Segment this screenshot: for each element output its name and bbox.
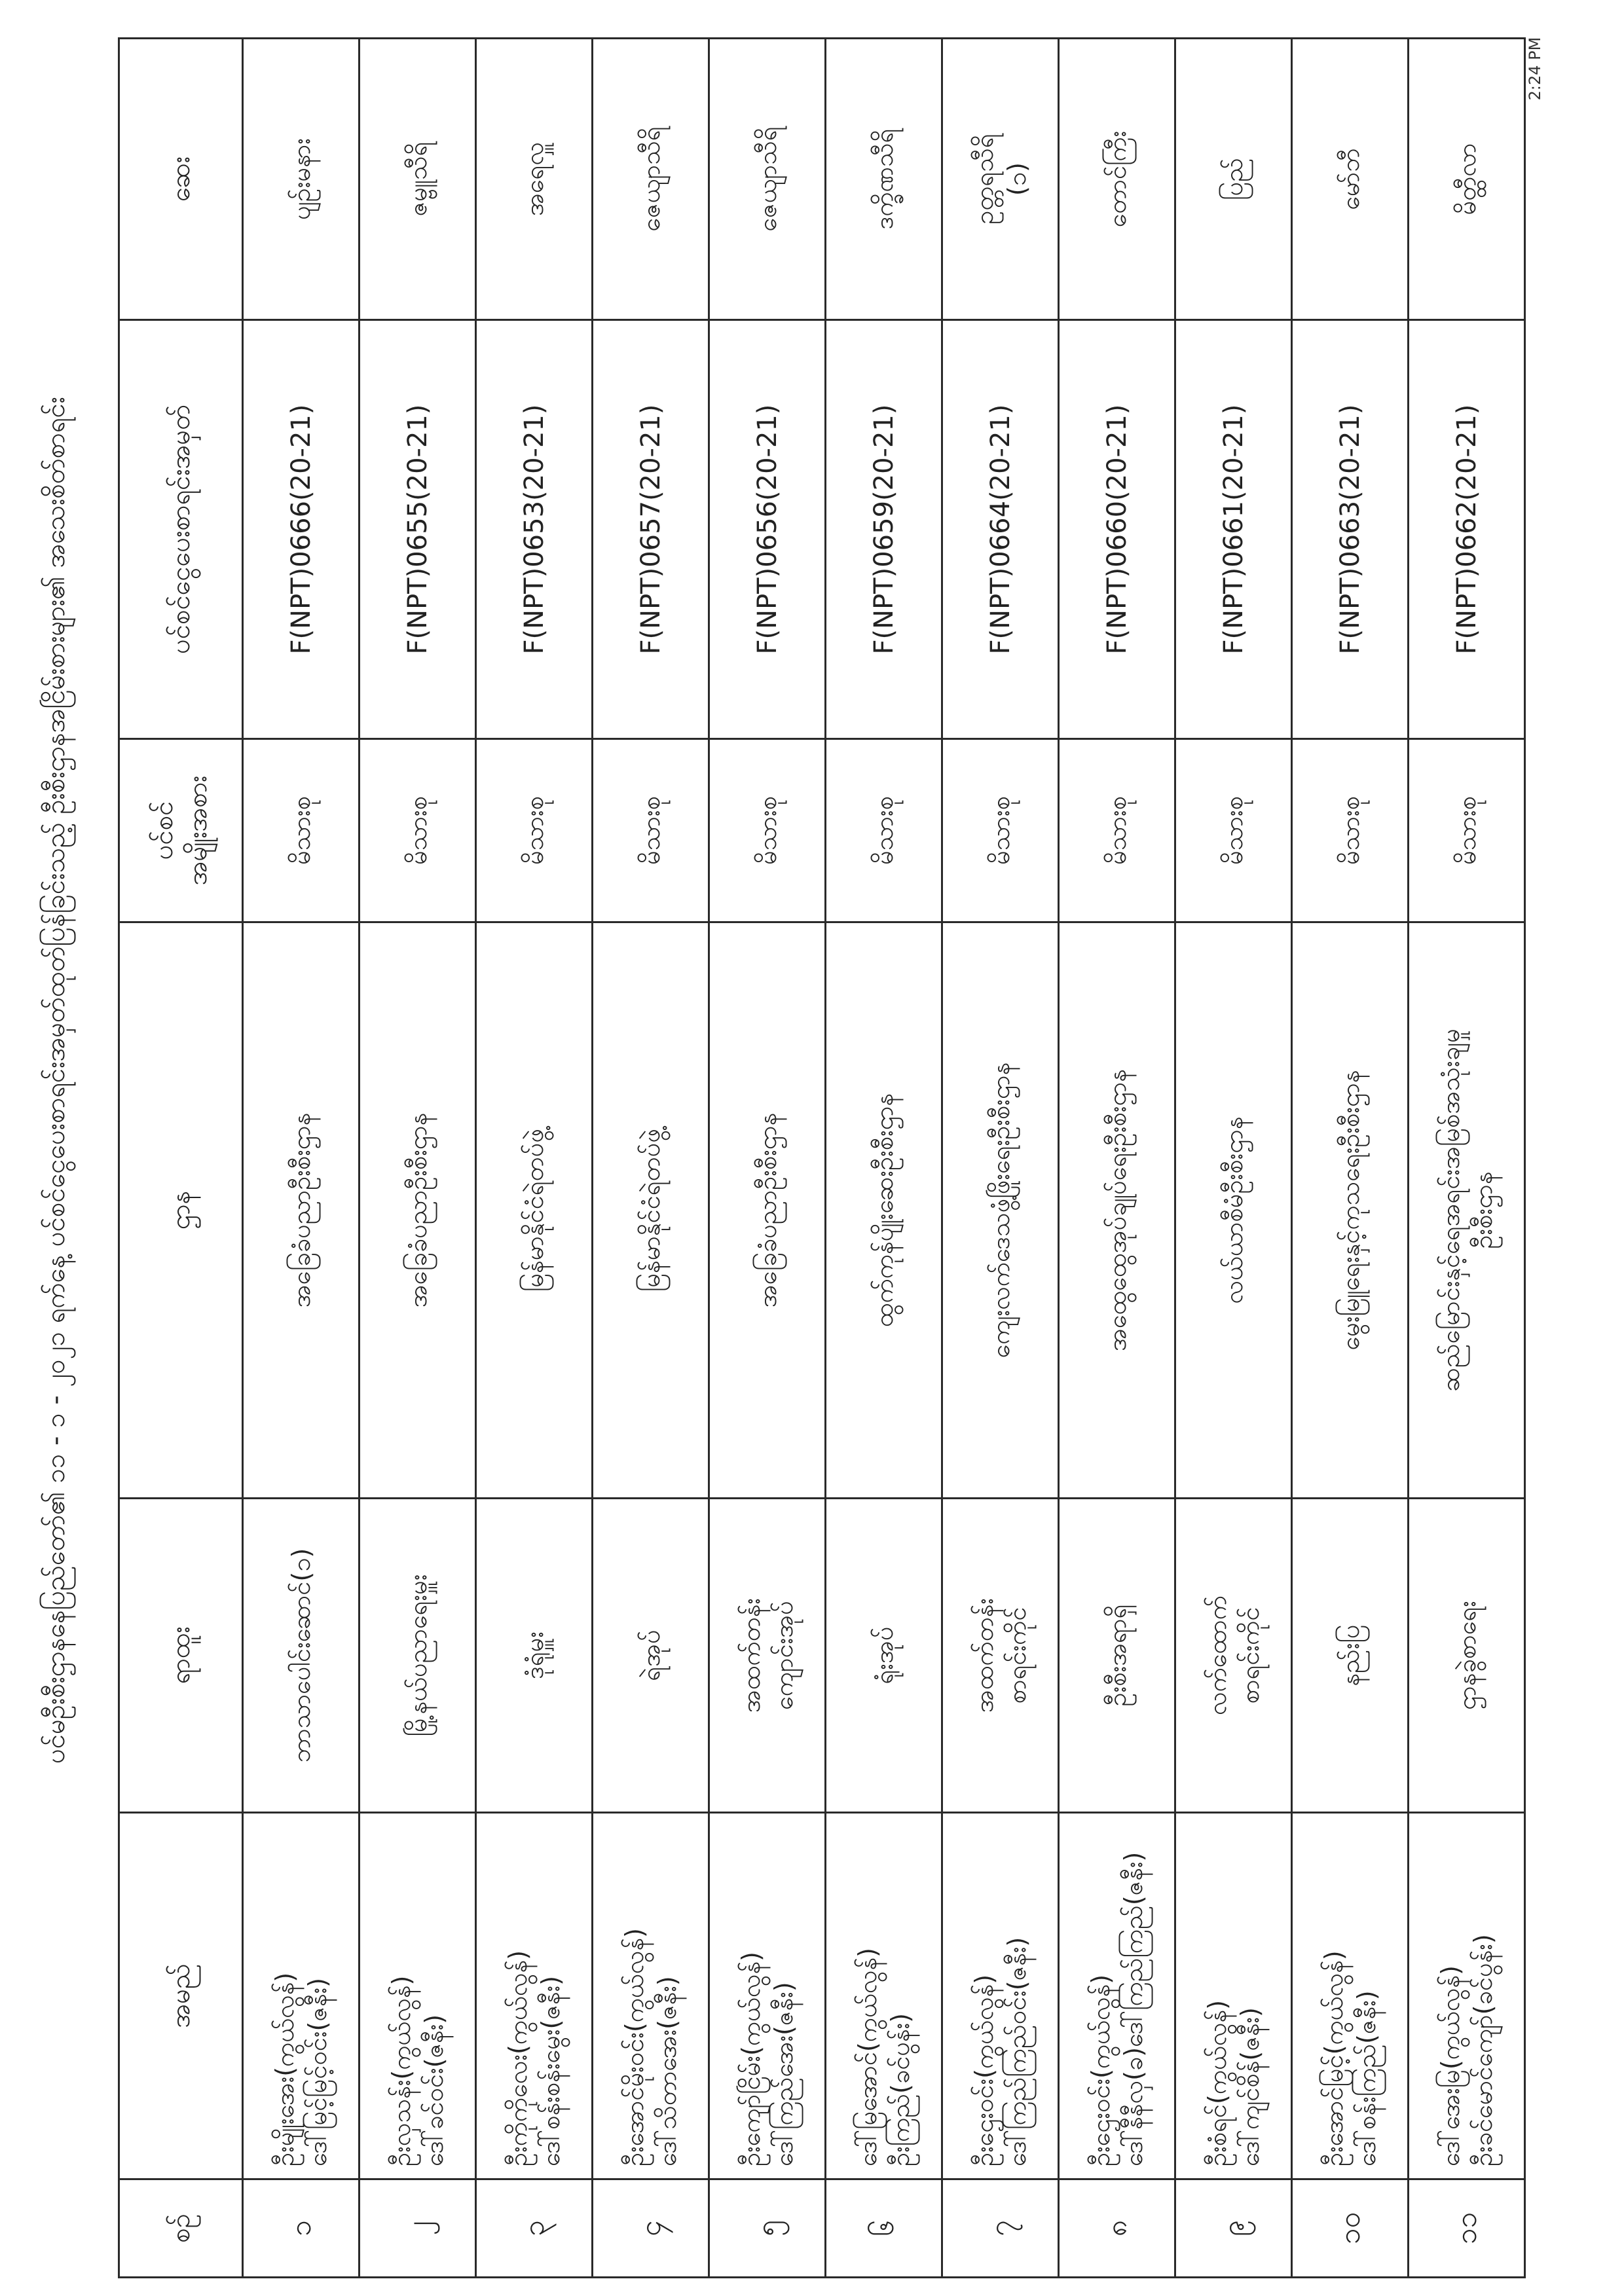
table-header-row bbox=[119, 39, 243, 2278]
cell-township bbox=[593, 39, 709, 320]
cell-name-line: ဒေါ်ကျင်စိန်(ဇနီး) bbox=[1235, 2007, 1264, 2166]
cell-department bbox=[1059, 922, 1175, 1499]
cell-pension-no: F(NPT)0663(20-21) bbox=[1292, 320, 1409, 739]
cell-department bbox=[476, 922, 593, 1499]
cell-no: ၃ bbox=[476, 2179, 593, 2278]
cell-department bbox=[593, 922, 709, 1499]
header-township: ဆေး bbox=[119, 39, 243, 320]
cell-no: ၂ bbox=[360, 2179, 476, 2278]
cell-name-line: ဦးစံရင်(ကွယ်လွန်) bbox=[1202, 1999, 1232, 2166]
cell-no: ၉ bbox=[1175, 2179, 1292, 2278]
page-title: ပင်မဦးစီးဌာနနေပြည်တော်၏ ၁၁ - ၁ - ၂၀၂၁ ရက်နေ့ ပင်စင်ငွေပေးစာရင်းအမှတ်ထုတ်ပြန်ခြင်းသည့် ဦးစီးဌာနအငြိမ်းစားများ၏ အသေးစိတ်စာရင်း bbox=[41, 397, 71, 1764]
cell-name-line: ဒေါ်စန်းကြည်(ဇနီး) bbox=[1352, 1990, 1381, 2166]
cell-rank-line: လက်ထောက် bbox=[1202, 1595, 1232, 1715]
table-row bbox=[1409, 39, 1525, 2278]
cell-rank-line: စာရင်းကိုင် bbox=[1002, 1607, 1031, 1704]
cell-pension-type: မိသားစု bbox=[826, 739, 942, 922]
cell-pension-type: မိသားစု bbox=[243, 739, 360, 922]
header-pension-no: ပင်စင်ငွေပေးစာရင်းအမှတ် bbox=[119, 320, 243, 739]
cell-township-line: ပြည် bbox=[1219, 158, 1248, 200]
cell-department bbox=[942, 922, 1059, 1499]
cell-department-line: အထွေထွေအုပ်ချုပ်ရေးဦးစီးဌာန bbox=[1102, 1069, 1132, 1351]
table-row bbox=[476, 39, 593, 2278]
cell-name-line: ဦးအောင်မြင့်(ကွယ်လွန်) bbox=[1319, 1950, 1348, 2166]
cell-name-line: ဒေါ်မြအောင်(ကွယ်လွန်) bbox=[853, 1948, 882, 2166]
table-row bbox=[593, 39, 709, 2278]
header-pension-type-line: ပင်စင် bbox=[149, 801, 179, 860]
cell-rank bbox=[942, 1499, 1059, 1813]
cell-department bbox=[360, 922, 476, 1499]
cell-pension-no: F(NPT)0664(20-21) bbox=[942, 320, 1059, 739]
header-name: အမည် bbox=[119, 1813, 243, 2179]
table-row bbox=[826, 39, 942, 2278]
cell-rank-line: ကျောင်းအုပ် bbox=[769, 1601, 798, 1710]
cell-rank-line: ရဲအုပ် bbox=[636, 1630, 665, 1681]
cell-name-line: ဦးလှသန်း(ကွယ်လွန်) bbox=[386, 1975, 416, 2166]
cell-pension-no: F(NPT)0662(20-21) bbox=[1409, 320, 1525, 739]
header-pension-type bbox=[119, 739, 243, 922]
cell-department-line: အခြေခံပညာဦးစီးဌာန bbox=[286, 1112, 316, 1308]
cell-township bbox=[1409, 39, 1525, 320]
pension-table bbox=[118, 37, 1526, 2278]
header-pension-type-line: အမျိုးအစား bbox=[183, 775, 213, 886]
cell-pension-type: မိသားစု bbox=[709, 739, 826, 922]
cell-township bbox=[243, 39, 360, 320]
cell-name bbox=[360, 1813, 476, 2179]
cell-name bbox=[476, 1813, 593, 2179]
cell-rank-line: ရုံးအုပ် bbox=[869, 1626, 898, 1685]
table-row bbox=[243, 39, 360, 2278]
cell-name-line: ဒေါ်ခင်ဝင်း(ဇနီး) bbox=[419, 2014, 449, 2166]
cell-name-line: ဒေါ်နီနီလှ(ခ)ဒေါ်ကြည်ကြည်(ဇနီး) bbox=[1118, 1851, 1148, 2166]
cell-township-line: ဥတ္တရသီရိ bbox=[969, 134, 999, 225]
cell-name bbox=[1059, 1813, 1175, 2179]
table-body bbox=[243, 39, 1525, 2278]
cell-department-line: အခြေခံပညာဦးစီးဌာန bbox=[403, 1112, 432, 1308]
cell-name-line: ဦးကြည်(ခင်ပွန်း) bbox=[885, 2013, 915, 2166]
cell-township-line: ဇေယျာသီရိ bbox=[752, 126, 782, 232]
cell-name-line: ဦးဌေးဝင်း(ကွယ်လွန်) bbox=[1086, 1974, 1115, 2166]
cell-township bbox=[1059, 39, 1175, 320]
cell-rank bbox=[593, 1499, 709, 1813]
header-department: ဌာန bbox=[119, 922, 243, 1499]
table-row bbox=[360, 39, 476, 2278]
cell-pension-type: မိသားစု bbox=[476, 739, 593, 922]
cell-township-line: မော်ဘီ bbox=[1335, 148, 1365, 210]
cell-name-line: ဒေါ်မြင့်မြင့်ဝင်း(ဇနီး) bbox=[303, 1977, 332, 2166]
cell-rank-line: ဌာနခွဲစာရေး bbox=[1452, 1601, 1481, 1710]
cell-name bbox=[593, 1813, 709, 2179]
cell-rank bbox=[709, 1499, 826, 1813]
print-timestamp: 2:24 PM bbox=[1526, 37, 1544, 101]
cell-department bbox=[243, 922, 360, 1499]
cell-name bbox=[826, 1813, 942, 2179]
cell-name bbox=[942, 1813, 1059, 2179]
cell-no: ၁၁ bbox=[1409, 2179, 1525, 2278]
cell-rank bbox=[243, 1499, 360, 1813]
cell-township-line: ဒက္ခိဏသီရိ bbox=[869, 128, 898, 230]
cell-no: ၆ bbox=[826, 2179, 942, 2278]
cell-rank-line: စာရင်းကိုင် bbox=[1235, 1607, 1264, 1704]
cell-name-line: ဒေါ်သိတာအေး(ဇနီး) bbox=[652, 1976, 682, 2166]
cell-department-line: မြန်မာနိုင်ငံရဲတပ်ဖွဲ့ bbox=[519, 1128, 549, 1292]
cell-rank bbox=[476, 1499, 593, 1813]
cell-township-line: တောင်ကြီး bbox=[1102, 130, 1132, 228]
cell-township bbox=[709, 39, 826, 320]
header-rank: ရာထူး bbox=[119, 1499, 243, 1813]
cell-rank bbox=[1292, 1499, 1409, 1813]
cell-rank-line: အထက်တန်း bbox=[736, 1597, 766, 1713]
header-no: စဉ် bbox=[119, 2179, 243, 2278]
cell-township-line: အရေလှူ bbox=[519, 142, 549, 216]
cell-township-line: ပျဉ်းမနား bbox=[286, 137, 316, 221]
cell-township bbox=[476, 39, 593, 320]
cell-department-line: ကျေးလက်ဒေသဖွံ့ဖြိုးရေးဦးစီးဌာန bbox=[986, 1062, 1015, 1358]
cell-rank-line: ဒုံရုံမှူး bbox=[519, 1631, 549, 1679]
cell-name bbox=[1292, 1813, 1409, 2179]
cell-rank-line: အထက်တန်း bbox=[969, 1597, 999, 1713]
cell-name-line: ဒေါ်စန်းစန်းမွေး(ဇနီး) bbox=[536, 1975, 565, 2166]
cell-pension-type: မိသားစု bbox=[942, 739, 1059, 922]
cell-rank bbox=[360, 1499, 476, 1813]
cell-department bbox=[826, 922, 942, 1499]
cell-pension-no: F(NPT)0661(20-21) bbox=[1175, 320, 1292, 739]
cell-pension-type: မိသားစု bbox=[1059, 739, 1175, 922]
cell-pension-type: မိသားစု bbox=[1175, 739, 1292, 922]
cell-township bbox=[942, 39, 1059, 320]
cell-pension-type: မိသားစု bbox=[1409, 739, 1525, 922]
cell-name bbox=[1409, 1813, 1525, 2179]
cell-pension-no: F(NPT)0657(20-21) bbox=[593, 320, 709, 739]
cell-no: ၁ bbox=[243, 2179, 360, 2278]
cell-department-line: အခြေခံပညာဦးစီးဌာန bbox=[752, 1112, 782, 1308]
cell-name bbox=[1175, 1813, 1292, 2179]
cell-rank-line: မြို့နယ်ပညာရေးမှူး bbox=[403, 1574, 432, 1737]
table-row bbox=[1059, 39, 1175, 2278]
cell-township-line: ဇေယျာသီရိ bbox=[636, 126, 665, 232]
cell-name-line: ဒေါ်ကြည်ကြည်ဝင်း(ဇနီး) bbox=[1002, 1937, 1031, 2166]
cell-pension-type: မိသားစု bbox=[1292, 739, 1409, 922]
cell-pension-no: F(NPT)0660(20-21) bbox=[1059, 320, 1175, 739]
cell-department-line: ဦးစီးဌာန bbox=[1468, 1171, 1498, 1249]
table-row bbox=[1292, 39, 1409, 2278]
cell-rank-line: ဘာသာပေါင်းဆောင်(၁) bbox=[286, 1548, 316, 1763]
cell-rank bbox=[1059, 1499, 1175, 1813]
cell-name-line: ဦးဌေးဝင်း(ကွယ်လွန်) bbox=[969, 1974, 999, 2166]
cell-name-line: ဦးကျော်ငြိမ်း(ကွယ်လွန်) bbox=[736, 1951, 766, 2166]
cell-name-line: ဦးအောင်မိုးဝင်း(ကွယ်လွန်) bbox=[619, 1928, 649, 2166]
cell-no: ၄ bbox=[593, 2179, 709, 2278]
cell-no: ၇ bbox=[942, 2179, 1059, 2278]
cell-name-line: ဦးကိုကိုလေး(ကွယ်လွန်) bbox=[503, 1950, 532, 2166]
cell-department-line: လယ်ယာစီမံဦးစီးဌာန bbox=[1219, 1116, 1248, 1304]
cell-rank bbox=[1409, 1499, 1525, 1813]
cell-township bbox=[1175, 39, 1292, 320]
cell-township bbox=[826, 39, 942, 320]
table-row bbox=[1175, 39, 1292, 2278]
cell-department bbox=[1409, 922, 1525, 1499]
cell-township bbox=[1292, 39, 1409, 320]
cell-department bbox=[1175, 922, 1292, 1499]
cell-pension-no: F(NPT)0666(20-21) bbox=[243, 320, 360, 739]
cell-pension-type: မိသားစု bbox=[360, 739, 476, 922]
cell-department-line: မြန်မာနိုင်ငံရဲတပ်ဖွဲ့ bbox=[636, 1128, 665, 1292]
cell-name-line: ဦးမျိုးအေး(ကွယ်လွန်) bbox=[270, 1972, 299, 2166]
cell-township bbox=[360, 39, 476, 320]
cell-no: ၈ bbox=[1059, 2179, 1175, 2278]
cell-name-line: ဒေါ်အေးမြ(ကွယ်လွန်) bbox=[1435, 1965, 1465, 2166]
cell-no: ၅ bbox=[709, 2179, 826, 2278]
table-row bbox=[709, 39, 826, 2278]
cell-township-line: ဇမ္ဗူသီရိ bbox=[403, 141, 432, 217]
cell-pension-no: F(NPT)0659(20-21) bbox=[826, 320, 942, 739]
pension-table-wrapper bbox=[118, 39, 1526, 2278]
cell-name-line: ဒေါ်ကြည်အေး(ဇနီး) bbox=[769, 1982, 798, 2166]
cell-township-line: (၁) bbox=[1002, 162, 1031, 196]
cell-no: ၁၀ bbox=[1292, 2179, 1409, 2278]
cell-pension-no: F(NPT)0653(20-21) bbox=[476, 320, 593, 739]
cell-department-line: ဆည်မြောင်းနှင့်ရေအရင်းအမြစ်အသုံးချမှု bbox=[1435, 1029, 1465, 1392]
cell-rank-line: ဦးစီးအရာရှိ bbox=[1102, 1604, 1132, 1707]
cell-rank-line: နည်းပြ bbox=[1335, 1624, 1365, 1686]
cell-department bbox=[709, 922, 826, 1499]
cell-department bbox=[1292, 922, 1409, 1499]
cell-pension-type: မိသားစု bbox=[593, 739, 709, 922]
cell-rank bbox=[826, 1499, 942, 1813]
table-row bbox=[942, 39, 1059, 2278]
cell-name bbox=[709, 1813, 826, 2179]
cell-department-line: မွေးမြူရေးနှင့်ကုသရေးဦးစီးဌာန bbox=[1335, 1070, 1365, 1351]
cell-name bbox=[243, 1813, 360, 2179]
cell-department-line: ထွက်ကုန်ပျိုးဆေးဦးစီးဌာန bbox=[869, 1093, 898, 1328]
cell-pension-no: F(NPT)0655(20-21) bbox=[360, 320, 476, 739]
cell-pension-no: F(NPT)0656(20-21) bbox=[709, 320, 826, 739]
cell-township-line: မိတ္ထီလာ bbox=[1452, 143, 1481, 215]
cell-rank bbox=[1175, 1499, 1292, 1813]
cell-name-line: ဦးခင်မောင်ကျော်(ခင်ပွန်း) bbox=[1468, 1934, 1498, 2166]
